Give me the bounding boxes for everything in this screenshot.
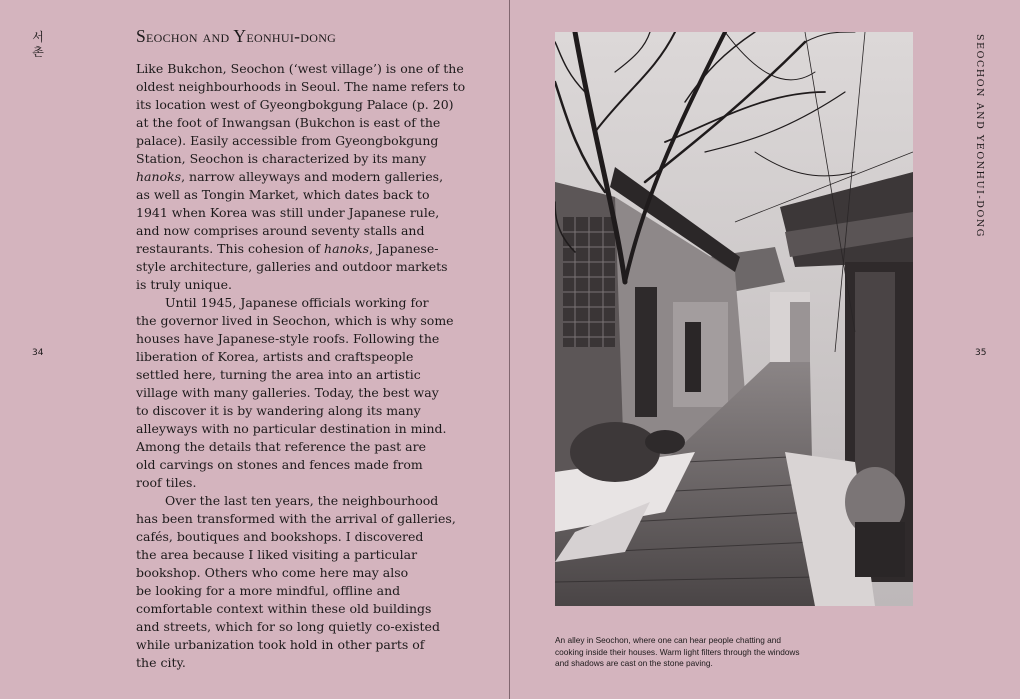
body-line [136,456,476,474]
text-run: roof tiles. [136,475,197,490]
body-line [136,474,476,492]
body-line [136,438,476,456]
body-line [136,294,476,312]
body-line [136,492,476,510]
text-run: Over the last ten years, the neighbourhood [165,493,439,508]
body-line [136,366,476,384]
text-run: at the foot of Inwangsan (Bukchon is east of the [136,115,441,130]
caption-line: An alley in Seochon, where one can hear people chatting and [555,635,782,645]
alley-photo [555,32,913,606]
text-run: the area because I liked visiting a particular [136,547,418,562]
body-line [136,564,476,582]
text-run: alleyways with no particular destination in mind. [136,421,447,436]
body-line [136,240,476,258]
body-line [136,132,476,150]
text-run: comfortable context within these old buildings [136,601,432,616]
body-line [136,600,476,618]
text-run: and now comprises around seventy stalls and [136,223,425,238]
body-line [136,582,476,600]
body-paragraph [136,294,476,492]
body-line [136,168,476,186]
text-run: its location west of Gyeongbokgung Palace (p. 20) [136,97,454,112]
body-line [136,204,476,222]
body-line [136,150,476,168]
text-run: liberation of Korea, artists and craftspeople [136,349,414,364]
italic-term: hanoks [324,241,370,256]
section-heading: Seochon and Yeonhui-dong [136,26,337,46]
body-line [136,312,476,330]
body-line [136,78,476,96]
text-run: and streets, which for so long quietly co-existed [136,619,440,634]
text-run: oldest neighbourhoods in Seoul. The name refers to [136,79,466,94]
korean-char: 서 [32,30,44,44]
text-run: Like Bukchon, Seochon (‘west village’) is one of the [136,61,464,76]
text-run: to discover it is by wandering along its many [136,403,421,418]
text-run: Until 1945, Japanese officials working for [165,295,429,310]
body-line [136,258,476,276]
text-run: settled here, turning the area into an artistic [136,367,421,382]
body-line [136,276,476,294]
body-line [136,618,476,636]
body-line [136,546,476,564]
photo-caption [555,635,845,670]
text-run: Among the details that reference the past are [136,439,426,454]
body-paragraph [136,492,476,672]
body-paragraph [136,60,476,294]
page-number-right: 35 [975,348,987,358]
body-line [136,402,476,420]
text-run: , Japanese- [369,241,439,256]
caption-line: cooking inside their houses. Warm light filters through the windows [555,646,800,657]
body-text [136,60,476,672]
caption-line: and shadows are cast on the stone paving. [555,658,713,668]
text-run: village with many galleries. Today, the best way [136,385,439,400]
text-run: as well as Tongin Market, which dates back to [136,187,430,202]
korean-char: 촌 [32,45,44,59]
page-number-left: 34 [32,348,44,358]
text-run: houses have Japanese-style roofs. Following the [136,331,440,346]
text-run: bookshop. Others who come here may also [136,565,409,580]
body-line [136,348,476,366]
text-run: has been transformed with the arrival of galleries, [136,511,456,526]
text-run: the governor lived in Seochon, which is why some [136,313,454,328]
text-run: the city. [136,655,186,670]
text-run: style architecture, galleries and outdoor markets [136,259,448,274]
body-line [136,222,476,240]
text-run: old carvings on stones and fences made from [136,457,423,472]
body-line [136,114,476,132]
korean-title [28,30,48,60]
body-line [136,654,476,672]
text-run: while urbanization took hold in other parts of [136,637,425,652]
text-run: palace). Easily accessible from Gyeongbokgung [136,133,439,148]
body-line [136,96,476,114]
running-head: SEOCHON AND YEONHUI-DONG [974,34,985,238]
text-run: cafés, boutiques and bookshops. I discovered [136,529,424,544]
body-line [136,186,476,204]
body-line [136,330,476,348]
text-run: Station, Seochon is characterized by its many [136,151,427,166]
body-line [136,384,476,402]
body-line [136,60,476,78]
body-line [136,528,476,546]
body-line [136,636,476,654]
gutter-divider [509,0,510,699]
body-line [136,510,476,528]
text-run: restaurants. This cohesion of [136,241,325,256]
text-run: 1941 when Korea was still under Japanese rule, [136,205,440,220]
text-run: , narrow alleyways and modern galleries, [181,169,444,184]
text-run: is truly unique. [136,277,232,292]
text-run: be looking for a more mindful, offline and [136,583,401,598]
body-line [136,420,476,438]
italic-term: hanoks [136,169,182,184]
